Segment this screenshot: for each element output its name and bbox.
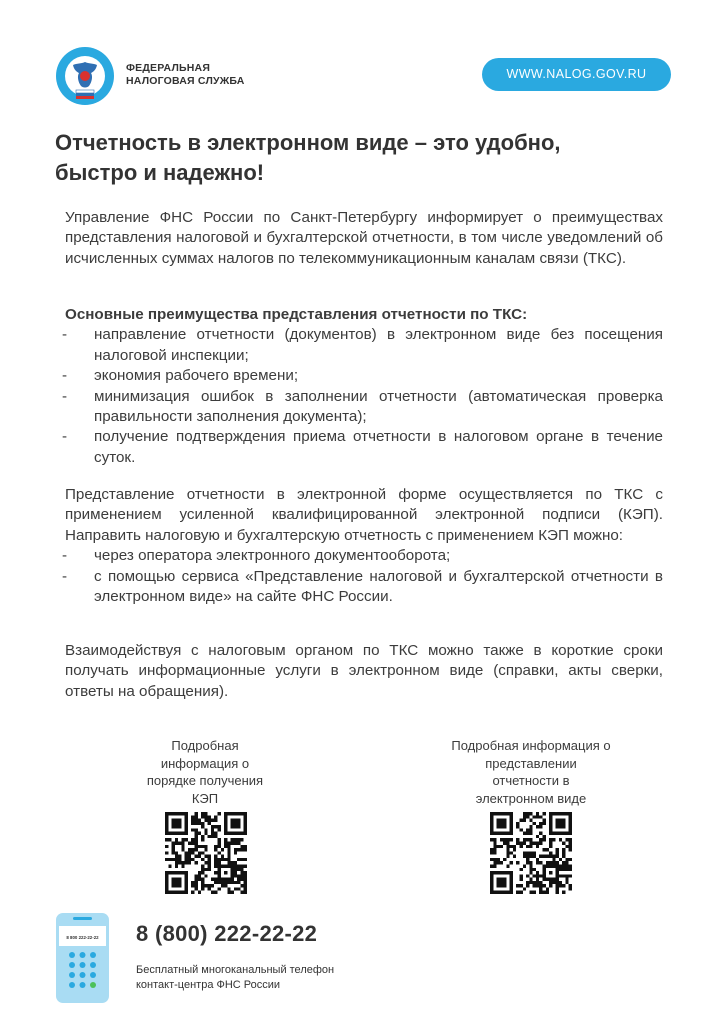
qr-caption-kep [120, 737, 290, 807]
list-item: - экономия рабочего времени; [62, 367, 299, 385]
page-title [55, 128, 655, 188]
list-item-text: с помощью сервиса «Представление налоговой и бухгалтерской отчетности в электронном виде» на сайте ФНС России. [94, 567, 663, 606]
caption-line: информация о [160, 755, 250, 771]
list-item: - получение подтверждения приема отчетности в налоговом органе в течение суток. [62, 428, 663, 466]
title-line2: быстро и надежно! [55, 160, 265, 185]
fns-emblem-icon [55, 46, 115, 106]
hotline-caption-line1: Бесплатный многоканальный телефон [136, 964, 335, 976]
list-item-text: через оператора электронного документооборота; [94, 547, 451, 565]
list-item-text: экономия рабочего времени; [94, 367, 299, 385]
list-item: - с помощью сервиса «Представление налоговой и бухгалтерской отчетности в электронном виде» на сайте ФНС России. [62, 567, 663, 606]
phone-screen-text: 8 800 222-22-22 [66, 935, 99, 940]
org-name [126, 62, 245, 88]
qr-code-reporting[interactable] [490, 812, 572, 894]
closing-paragraph: Взаимодействуя с налоговым органом по ТКС можно также в короткие сроки получать информационные услуги в электронном виде (справки, акты сверки, ответы на обращения). [65, 642, 663, 700]
advantages-section [62, 305, 663, 468]
phone-icon [55, 912, 110, 1004]
list-item-text: направление отчетности (документов) в электронном виде без посещения налоговой инспекции; [94, 326, 663, 364]
advantages-heading: Основные преимущества представления отчетности по ТКС: [65, 306, 528, 323]
caption-line: порядке получения [146, 773, 264, 788]
qr-caption-reporting [420, 737, 642, 807]
hotline-caption-line2: контакт-центра ФНС России [136, 978, 281, 991]
org-name-line1: ФЕДЕРАЛЬНАЯ [126, 62, 211, 74]
list-item: - направление отчетности (документов) в электронном виде без посещения налоговой инспекции; [62, 326, 663, 364]
org-name-line2: НАЛОГОВАЯ СЛУЖБА [126, 75, 245, 87]
title-line1: Отчетность в электронном виде – это удобно, [55, 130, 561, 155]
submission-text: Представление отчетности в электронной форме осуществляется по ТКС с применением усиленной квалифицированной электронной подписи (КЭП). Направить налоговую и бухгалтерскую отчетность с применением КЭП можно: [65, 486, 663, 544]
list-item-text: получение подтверждения приема отчетности в налоговом органе в течение суток. [94, 428, 663, 466]
caption-line: отчетности в [492, 773, 570, 788]
qr-code-kep[interactable] [165, 812, 247, 894]
list-item: - минимизация ошибок в заполнении отчетности (автоматическая проверка правильности заполнения документа); [62, 387, 663, 426]
hotline-caption [136, 963, 334, 992]
submission-section [62, 485, 663, 607]
list-item-text: минимизация ошибок в заполнении отчетности (автоматическая проверка правильности заполнения документа); [94, 387, 663, 426]
list-item: - через оператора электронного документооборота; [62, 547, 451, 565]
intro-paragraph: Управление ФНС России по Санкт-Петербургу информирует о преимуществах представления налоговой и бухгалтерской отчетности, в том числе уведомлений об исчисленных суммах налогов по телекоммуникационным каналам связи (ТКС). [65, 209, 663, 267]
caption-line: Подробная [171, 738, 239, 753]
caption-line: Подробная информация о [451, 738, 611, 753]
caption-line: КЭП [191, 790, 219, 806]
caption-line: представлении [485, 755, 577, 771]
website-link[interactable]: WWW.NALOG.GOV.RU [482, 58, 671, 91]
hotline-phone[interactable]: 8 (800) 222-22-22 [136, 921, 318, 946]
caption-line: электронном виде [475, 790, 587, 806]
